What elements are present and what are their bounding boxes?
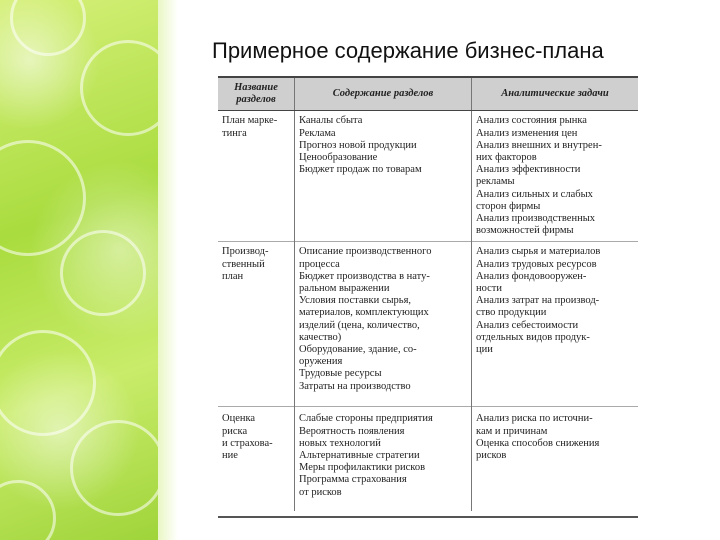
slide-title: Примерное содержание бизнес-плана xyxy=(212,38,604,63)
cell-line: ции xyxy=(476,344,493,356)
cell-line: рисков xyxy=(476,450,507,462)
cell-line: Слабые стороны предприятия xyxy=(299,413,433,425)
decorative-ring xyxy=(0,330,96,436)
business-plan-table xyxy=(218,76,638,518)
cell-line: Ценообразование xyxy=(299,152,378,164)
cell-line: Анализ трудовых ресурсов xyxy=(476,258,597,270)
cell-content xyxy=(295,407,472,512)
cell-line: и страхова- xyxy=(222,437,273,449)
cell-line: Затраты на производство xyxy=(299,380,411,392)
cell-line: Альтернативные стратегии xyxy=(299,450,420,462)
cell-line: Анализ эффективности xyxy=(476,164,581,176)
cell-tasks xyxy=(472,242,639,407)
cell-content xyxy=(295,111,472,242)
cell-line: Вероятность появления xyxy=(299,425,405,437)
cell-line: от рисков xyxy=(299,486,342,498)
cell-section xyxy=(218,111,295,242)
decorative-ring xyxy=(80,40,158,136)
cell-line: Условия поставки сырья, xyxy=(299,295,412,307)
cell-line: ство продукции xyxy=(476,307,547,319)
cell-section xyxy=(218,242,295,407)
cell-line: Трудовые ресурсы xyxy=(299,368,382,380)
cell-line: ние xyxy=(222,450,238,462)
cell-line: новых технологий xyxy=(299,437,381,449)
cell-line: них факторов xyxy=(476,152,537,164)
cell-section xyxy=(218,407,295,512)
cell-line: оружения xyxy=(299,356,343,368)
cell-line: рекламы xyxy=(476,176,515,188)
cell-line: Реклама xyxy=(299,127,336,139)
cell-line: Описание производственного xyxy=(299,246,432,258)
cell-line: возможностей фирмы xyxy=(476,225,574,237)
decorative-side-panel xyxy=(0,0,158,540)
cell-line: Прогноз новой продукции xyxy=(299,139,417,151)
cell-line: Анализ сильных и слабых xyxy=(476,188,593,200)
cell-line: ности xyxy=(476,283,502,295)
cell-line: Оборудование, здание, со- xyxy=(299,344,417,356)
decorative-ring xyxy=(70,420,158,516)
content-table xyxy=(218,76,638,511)
decorative-ring xyxy=(10,0,86,56)
decorative-ring xyxy=(0,140,86,256)
cell-line: Анализ себестоимости xyxy=(476,319,579,331)
decorative-ring xyxy=(60,230,146,316)
cell-line: ральном выражении xyxy=(299,283,390,295)
cell-line: Анализ затрат на производ- xyxy=(476,295,600,307)
cell-line: Бюджет продаж по товарам xyxy=(299,164,422,176)
cell-tasks xyxy=(472,407,639,512)
cell-line: процесса xyxy=(299,258,340,270)
cell-line: Анализ сырья и материалов xyxy=(476,246,601,258)
cell-line: План марке- xyxy=(222,115,278,127)
cell-line: изделий (цена, количество, xyxy=(299,319,420,331)
table-row xyxy=(218,407,638,512)
table-row xyxy=(218,111,638,242)
cell-line: материалов, комплектующих xyxy=(299,307,429,319)
cell-line: качество) xyxy=(299,331,342,343)
header-section-content: Содержание разделов xyxy=(295,77,472,111)
cell-line: Анализ производственных xyxy=(476,213,595,225)
cell-line: Анализ изменения цен xyxy=(476,127,578,139)
cell-line: Каналы сбыта xyxy=(299,115,363,127)
cell-line: Программа страхования xyxy=(299,474,407,486)
header-section-name: Название разделов xyxy=(218,77,295,111)
cell-line: Производ- xyxy=(222,246,269,258)
table-header-row xyxy=(218,77,638,111)
cell-line: кам и причинам xyxy=(476,425,548,437)
cell-line: сторон фирмы xyxy=(476,200,541,212)
cell-line: Анализ фондовооружен- xyxy=(476,270,587,282)
cell-line: план xyxy=(222,270,244,282)
cell-line: Оценка способов снижения xyxy=(476,437,600,449)
cell-line: Оценка xyxy=(222,413,256,425)
cell-line: ственный xyxy=(222,258,265,270)
cell-line: Меры профилактики рисков xyxy=(299,462,426,474)
cell-line: Анализ внешних и внутрен- xyxy=(476,139,602,151)
cell-line: Анализ состояния рынка xyxy=(476,115,587,127)
cell-content xyxy=(295,242,472,407)
cell-tasks xyxy=(472,111,639,242)
decorative-strip xyxy=(158,0,178,540)
header-analytic-tasks: Аналитические задачи xyxy=(472,77,639,111)
cell-line: отдельных видов продук- xyxy=(476,331,590,343)
cell-line: тинга xyxy=(222,127,247,139)
cell-line: Бюджет производства в нату- xyxy=(299,270,430,282)
decorative-ring xyxy=(0,480,56,540)
cell-line: Анализ риска по источни- xyxy=(476,413,593,425)
table-row xyxy=(218,242,638,407)
cell-line: риска xyxy=(222,425,248,437)
